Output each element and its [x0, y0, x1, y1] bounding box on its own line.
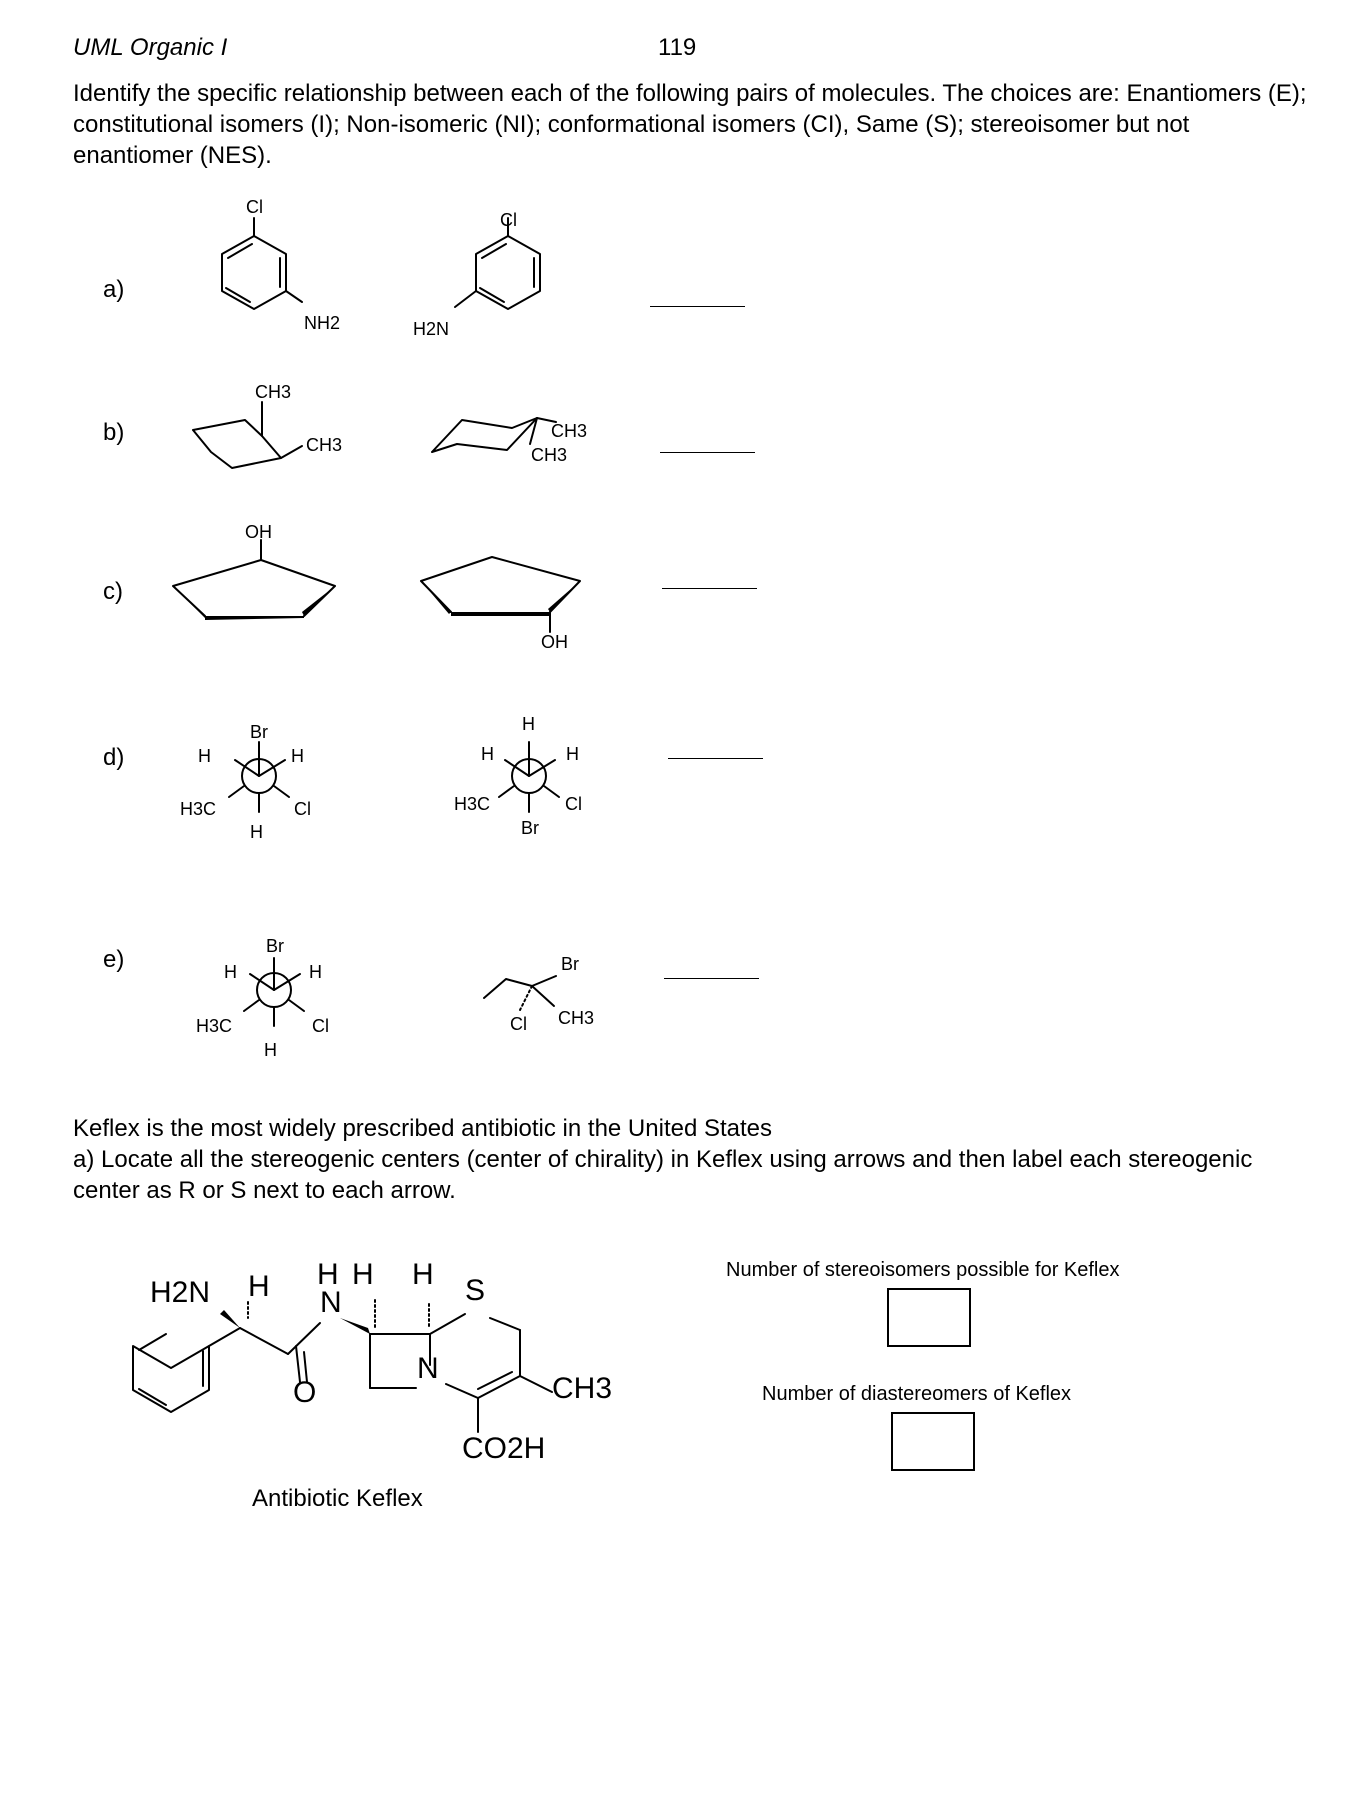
- atom-label: H: [248, 1270, 270, 1303]
- diastereomers-label: Number of diastereomers of Keflex: [762, 1383, 1072, 1405]
- atom-label: CH3: [552, 1372, 613, 1405]
- atom-label: H: [250, 822, 263, 842]
- atom-label: Br: [521, 818, 539, 838]
- atom-label: H3C: [454, 794, 491, 814]
- molecule-d-right: [499, 742, 559, 812]
- atom-label: H3C: [196, 1016, 233, 1036]
- instructions-text: Identify the specific relationship between each of the following pairs of molecules. The choices are: Enantiomers (E); constitutional isomers (I); Non-isomeric (NI); conformational isomers (CI), Same (S); stereoisomer but not enantiomer (NES).: [73, 80, 1307, 169]
- atom-label: H: [198, 746, 211, 766]
- atom-label: CH3: [531, 445, 568, 465]
- molecule-b-left: [193, 402, 302, 468]
- atom-label: Cl: [510, 1014, 527, 1034]
- atom-label: Cl: [500, 210, 517, 230]
- atom-label: NH2: [304, 313, 341, 333]
- keflex-structure: [133, 1300, 552, 1432]
- atom-label: OH: [541, 632, 568, 652]
- atom-label: Cl: [294, 799, 311, 819]
- keflex-intro-line: Keflex is the most widely prescribed antibiotic in the United States: [73, 1115, 773, 1142]
- course-title: UML Organic I: [73, 34, 228, 61]
- atom-label: H: [317, 1258, 339, 1291]
- atom-label: H2N: [413, 319, 450, 339]
- atom-label: H: [412, 1258, 434, 1291]
- atom-label: H3C: [180, 799, 217, 819]
- question-d-label: d): [103, 744, 125, 771]
- atom-label: Br: [266, 936, 284, 956]
- atom-label: OH: [245, 522, 272, 542]
- molecule-e-right: [484, 976, 556, 1010]
- keflex-caption: Antibiotic Keflex: [252, 1485, 423, 1512]
- question-a-label: a): [103, 276, 125, 303]
- molecule-d-left: [229, 742, 289, 812]
- atom-label: O: [293, 1376, 317, 1409]
- atom-label: H: [309, 962, 322, 982]
- atom-label: CH3: [255, 382, 292, 402]
- atom-label: CH3: [551, 421, 588, 441]
- atom-label: CH3: [558, 1008, 595, 1028]
- molecule-c-right: [421, 557, 580, 632]
- molecule-c-left: [173, 540, 335, 616]
- molecule-e-left: [244, 958, 304, 1026]
- atom-label: CH3: [306, 435, 343, 455]
- atom-label: Cl: [312, 1016, 329, 1036]
- keflex-task: a) Locate all the stereogenic centers (center of chirality) in Keflex using arrows and then label each stereogenic center as R or S next to each arrow.: [73, 1146, 1253, 1204]
- molecule-a-right: [455, 218, 540, 309]
- atom-label: H: [224, 962, 237, 982]
- atom-label: N: [320, 1286, 342, 1319]
- atom-label: Cl: [246, 197, 263, 217]
- atom-label: H: [522, 714, 535, 734]
- atom-label: H: [566, 744, 579, 764]
- atom-label: S: [465, 1274, 486, 1307]
- question-c-label: c): [103, 578, 123, 605]
- atom-label: CO2H: [462, 1432, 546, 1465]
- atom-label: N: [417, 1352, 439, 1385]
- atom-label: H: [291, 746, 304, 766]
- stereoisomers-label: Number of stereoisomers possible for Keflex: [726, 1259, 1120, 1281]
- atom-label: Cl: [565, 794, 582, 814]
- question-e-label: e): [103, 946, 125, 973]
- atom-label: Br: [250, 722, 268, 742]
- atom-label: H2N: [150, 1276, 211, 1309]
- page-number: 119: [658, 34, 697, 61]
- question-b-label: b): [103, 419, 125, 446]
- atom-label: H: [352, 1258, 374, 1291]
- atom-label: Br: [561, 954, 579, 974]
- molecule-a-left: [222, 218, 302, 309]
- atom-label: H: [264, 1040, 277, 1060]
- atom-label: H: [481, 744, 494, 764]
